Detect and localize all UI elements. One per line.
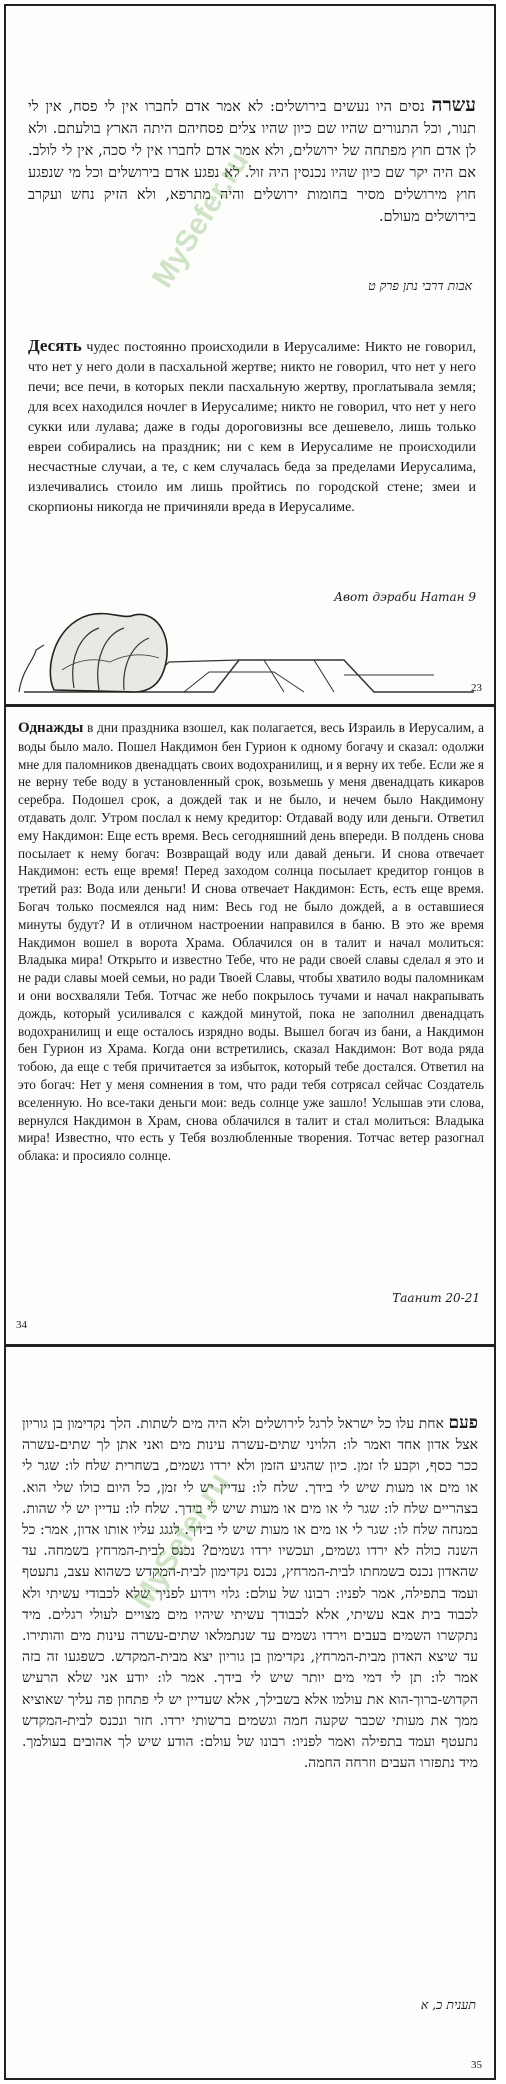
hebrew-passage-nakdimon — [22, 1413, 478, 1774]
hebrew-source-citation: תענית כ, א — [420, 1997, 476, 2012]
hebrew-passage-ten-miracles — [28, 94, 476, 228]
hebrew-lead-word: עשרה — [431, 94, 476, 116]
russian-passage-ten-miracles — [28, 336, 476, 518]
hebrew-body-text: אחת עלו כל ישראל לרגל לירושלים ולא היה מים לשתות. הלך נקדימון בן גוריון אצל אדון אחד ואמר לו: הלויני שתים-עשרה עינות מים ואני אתן לך שתים-עשרה ככר כסף, וקבע לו זמן. כיון שהגיע הזמן ולא ירדו גשמים, בשחרית שלח לו: שגר לי או מים או מעות שיש לי בידך. שלח לו: עדיין יש לי זמן, כל היום כולו שלי הוא. בצהריים שלח לו: שגר לי או מים או מעות שיש לי בידך. שלח לו: עדיין יש לי שהות. במנחה שלח לו: שגר לי או מים או מעות שיש לי בידך. לגגג עליו אותו אדון, אמר: כל השנה כולה לא ירדו גשמים, ועכשיו ירדו גשמים? נכנס לבית-המרחץ בשמחה. עד שהאדון נכנס בשמחתו לבית-המרחץ, נכנס נקדימון לבית-המקדש כשהוא עצב, נתעטף ועמד בתפילה, אמר לפניו: רבונו של עולם: גלוי וידוע לפניך שלא לכבודי עשיתי ולא לכבוד בית אבא עשיתי, אלא לכבודך עשיתי שיהיו מים מצויים לעולי רגלים. מיד נתקשרו השמים בעבים וירדו גשמים עד שנתמלאו שתים-עשרה עינות מים והותירו. עד שיצא האדון מבית-המרחץ, נקדימון בן גוריון יצא מבית-המקדש. כשפגעו זה בזה אמר לו: תן לי דמי מים יותר שיש לי בידך. אמר לו: יודע אני שלא הרעיש הקדוש-ברוך-הוא את עולמו אלא בשבילך, אלא שעדיין יש לי פתחון פה עליך שאוציא ממך את מעותי שכבר שקעה חמה וגשמים ברשותי ירדו. חזר ונכנס לבית-המקדש נתעטף ועמד בתפילה ואמר לפניו: רבונו של עולם: הודע שיש לך אהובים בעולמך. מיד נתפזרו העבים וזרחה החמה. — [22, 1416, 478, 1772]
watermark: MySefer.ru — [126, 1466, 236, 1615]
book-page-35 — [4, 1346, 496, 2080]
book-page-23 — [4, 4, 496, 706]
russian-body-text: в дни праздника взошел, как полагается, весь Израиль в Иерусалим, а воды было мало. Пошел Накдимон бен Гурион к одному богачу и сказал: одолжи мне для паломников двенадцать своих водохранилищ, и я верну их тебе. Если же я не верну тебе воду в установленный срок, возьмешь у меня двенадцать кикаров серебра. Подошел срок, а дождей так и не было, и нечем было Накдимону отдавать долг. Утром послал к нему кредитор: Отдавай воду или деньги. Ответил ему Накдимон: Еще есть время. Весь сегодняшний день впереди. В полдень снова посылает к нему богач: Возвращай воду или давай деньги. И снова отвечает Накдимон: есть еще время! Перед заходом солнца посылает кредитор гонцов в третий раз: Вода или деньги! И снова отвечает Накдимон: Есть, есть еще время. Богач только посмеялся над ним: Весь год не было дождей, а в оставшиеся минуты будут? И в отличном настроении направился в баню. В это же время Накдимон вошел в ворота Храма. Облачился он в талит и начал молиться: Владыка мира! Открыто и известно Тебе, что не ради своей славы сделал я это и не ради славы моей семьи, но ради Твоей Славы, чтобы хватило воды паломникам и они восхваляли Тебя. Тотчас же небо покрылось тучами и начал накрапывать дождь, который усиливался с каждой минутой, пока не заполнил двенадцать водохранилищ и еще осталось изрядно воды. Вышел богач из бани, а Накдимон бен Гурион из Храма. Когда они встретились, сказал Накдимон: Вот вода ряда тобою, да еще с тебя причитается за избыток, который тебе достался. Ответил на это богач: Нет у меня сомнения в том, что ради тебя сотрясал сейчас Создатель вселенную. Но все-таки деньги мои: ведь солнце уже зашло! Услышав эти слова, вернулся Накдимон в Храм, снова облачился в талит и стал молиться: Владыка мира! Известно, что есть у Тебя возлюбленные творения. Тотчас ветер разогнал облака: и просияло солнце. — [18, 720, 484, 1164]
hebrew-lead-word: פעם — [448, 1413, 478, 1433]
russian-body-text: чудес постоянно происходили в Иерусалиме: Никто не говорил, что нет у него доли в пасхальной жертве; никто не говорил, что нет у него печи; все печи, в которых пекли пасхальную жертву, проглатывала земля; для всех находился ночлег в Иерусалиме; никто не говорил, что нет у него сукки или лулава; даже в годы дороговизны все дешевело, лишь только евреи собирались на праздник; ни с кем в Иерусалиме не происходили несчастные случаи, а те, с кем случалась беда за пределами Иерусалима, излечивались стоило им лишь пройтись по городской стене; змеи и скорпионы никогда не причиняли вреда в Иерусалиме. — [28, 340, 476, 515]
russian-passage-nakdimon — [18, 719, 484, 1165]
russian-lead-word: Десять — [28, 336, 82, 355]
page-number: 23 — [471, 682, 482, 694]
page-number: 34 — [16, 1319, 27, 1331]
hebrew-body-text: נסים היו נעשים בירושלים: לא אמר אדם לחברו אין לי פסח, אין לי תנור, וכל התנורים שהיו שם כיון שהיו צלים פסחיהם היתה הארץ בולעתם. ולא לן אדם חוץ מפתחה של ירושלים, ולא אמר אדם לחברו אין לי סכה, אין לי לולב. אם היה יקר שם כיון שהיו נכנסין היה זול. לא נפגע אדם בירושלים וכל מי שנפגע חוץ מירושלים מסיר בחומות ירושלים והיה מתרפא, ולא הזיק נחש ועקרב בירושלים מעולם. — [28, 99, 476, 225]
decorative-stone-illustration — [14, 600, 484, 700]
russian-source-citation: Таанит 20-21 — [392, 1291, 480, 1305]
book-page-34 — [4, 706, 496, 1346]
russian-lead-word: Однажды — [18, 720, 84, 736]
page-number: 35 — [471, 2059, 482, 2071]
hebrew-source-citation: אבות דרבי נתן פרק ט — [368, 278, 472, 293]
watermark: MySefer.ru — [146, 145, 256, 294]
russian-source-citation: Авот дэраби Натан 9 — [333, 590, 476, 604]
